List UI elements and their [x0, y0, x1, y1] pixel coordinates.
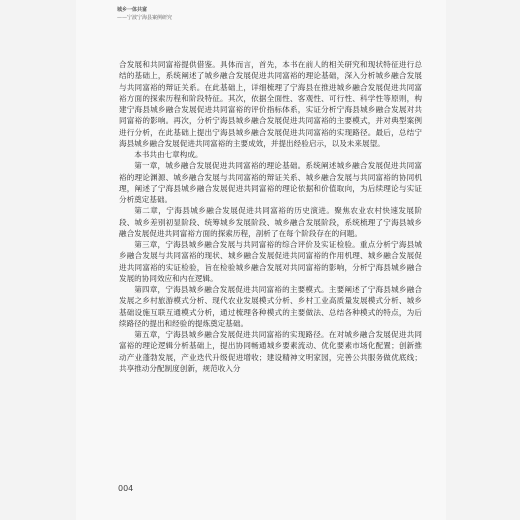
paragraph-chapter-5: 第五章，宁海县城乡融合发展促进共同富裕的实现路径。在对城乡融合发展促进共同富裕的理论逻辑分析基础上，提出协同畅通城乡要素流动、优化要素市场化配置；创新推动产业蓬勃发展，产业迭代升级促进增收；建设精神文明家园，完善公共服务做优底线；共享推动分配制度创新，规范收入分: [119, 330, 422, 373]
paragraph-intro-continued: 合发展和共同富裕提供借鉴。具体而言，首先，本书在前人的相关研究和现状特征进行总结的基础上，系统阐述了城乡融合发展促进共同富裕的理论基础，深入分析城乡融合发展与共同富裕的辩证关系。在此基础上，详细梳理了宁海县在推进城乡融合发展促进共同富裕方面的探索历程和阶段特征。其次，依据全面性、客观性、可行性、科学性等原则，构建宁海县城乡融合发展促进共同富裕的评价指标体系，实证分析宁海县城乡融合发展对共同富裕的影响。再次，分析宁海县城乡融合发展促进共同富裕的主要模式，并对典型案例进行分析，在此基础上提出宁海县城乡融合发展促进共同富裕的实现路径。最后，总结宁海县城乡融合发展促进共同富裕的主要成效，并提出经验启示，以及未来展望。: [119, 60, 422, 148]
running-head-title: 城乡一体共富: [117, 7, 148, 13]
book-page: [76, 0, 446, 520]
running-head-subtitle: ——宁波宁海县案例研究: [117, 15, 173, 21]
paragraph-chapter-2: 第二章，宁海县城乡融合发展促进共同富裕的历史演进。聚焦农业农村快速发展阶段、城乡差别初显阶段、统筹城乡发展阶段、城乡融合发展阶段，系统梳理了宁海县城乡融合发展促进共同富裕方面的探索历程，剖析了在每个阶段存在的问题。: [119, 206, 422, 238]
running-head: [117, 6, 172, 22]
paragraph-structure-overview: 本书共由七章构成。: [134, 150, 203, 159]
body-text: [119, 59, 422, 374]
page-number: 004: [118, 484, 134, 493]
paragraph-chapter-3: 第三章，宁海县城乡融合发展与共同富裕的综合评价及实证检验。重点分析宁海县城乡融合发展与共同富裕的现状、城乡融合发展促进共同富裕的作用机理、城乡融合发展促进共同富裕的实证检验，旨在检验城乡融合发展对共同富裕的影响，分析宁海县城乡融合发展的协同效应和内在逻辑。: [119, 240, 422, 283]
paragraph-chapter-4: 第四章，宁海县城乡融合发展促进共同富裕的主要模式。主要阐述了宁海县城乡融合发展之乡村旅游模式分析、现代农业发展模式分析、乡村工业高质量发展模式分析、城乡基础设施互联互通模式分析，通过梳理各种模式的主要做法、总结各种模式的特点，为后续路径的提出和经验的提炼奠定基础。: [119, 285, 422, 328]
paragraph-chapter-1: 第一章，城乡融合发展促进共同富裕的理论基础。系统阐述城乡融合发展促进共同富裕的理论渊源、城乡融合发展与共同富裕的辩证关系、城乡融合发展与共同富裕的协同机理，阐述了宁海县城乡融合发展促进共同富裕的理论依据和价值取向，为后续理论与实证分析奠定基础。: [119, 161, 422, 204]
